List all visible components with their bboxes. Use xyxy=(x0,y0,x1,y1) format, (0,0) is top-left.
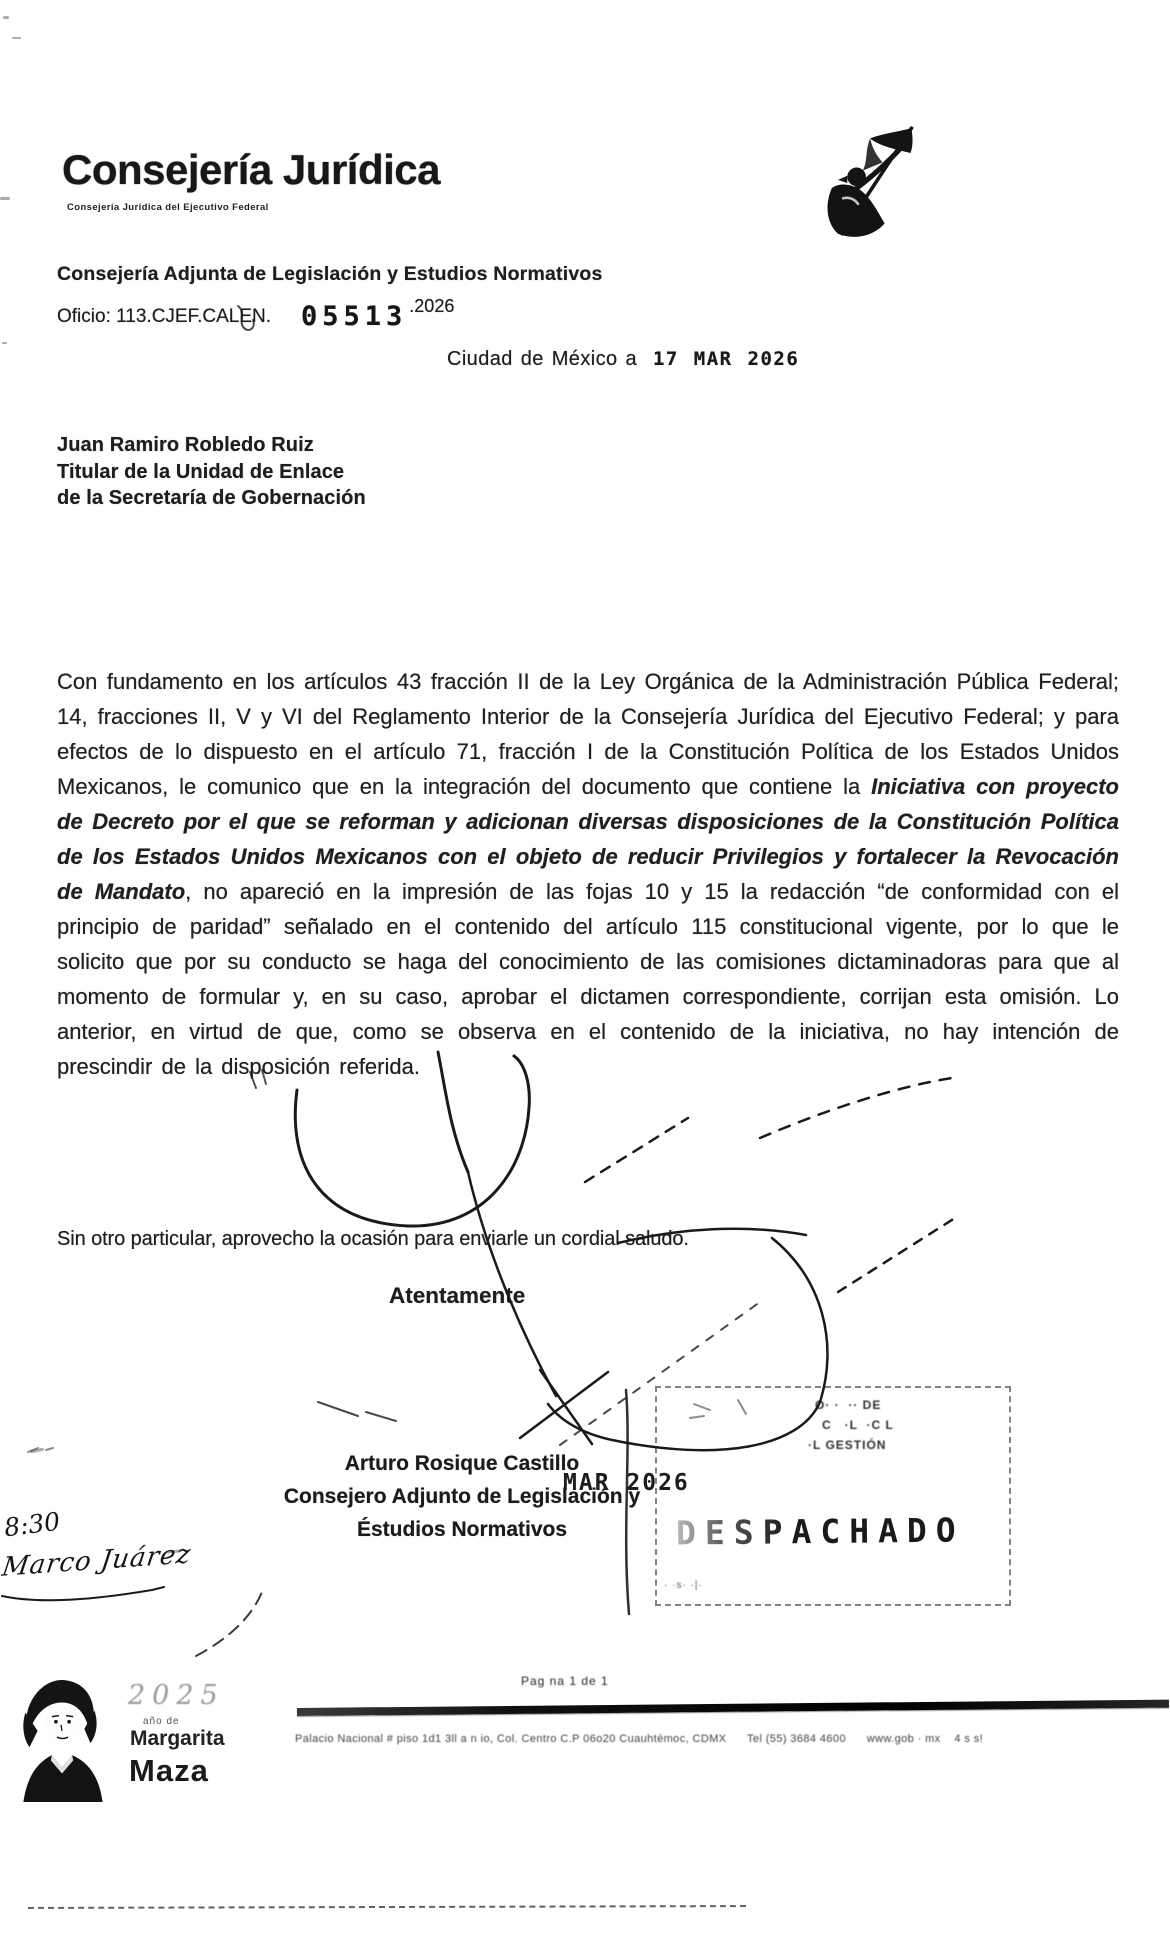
signatory-block xyxy=(262,1447,662,1546)
legend-name-last: Maza xyxy=(129,1753,209,1788)
body-text-end: , no apareció en la impresión de las fojas 10 y 15 la redacción “de conformidad con el principio de paridad” señalado en el contenido del artículo 115 constitucional vigente, por lo que le solicito que por su conducto se haga del conocimiento de las comisiones dictaminadoras para que al momento de formular y, en su caso, aprobar el dictamen correspondiente, corrijan esta omisión. Lo anterior, en virtud de que, como se observa en el contenido de la iniciativa, no hay intención de prescindir de la disposición referida. xyxy=(57,879,1119,1079)
date-line xyxy=(447,348,799,371)
footer-page-indicator: Pag na 1 de 1 xyxy=(521,1674,609,1688)
stamp-footnote: · ·s· ·|· xyxy=(664,1580,703,1591)
footer-rule xyxy=(297,1700,1169,1716)
scan-speck xyxy=(3,16,9,19)
oficio-year: .2026 xyxy=(409,296,455,316)
addressee-title: Titular de la Unidad de Enlace xyxy=(57,460,345,483)
stamp-office-line-3: ·L GESTIÓN xyxy=(808,1438,887,1452)
addressee-name: Juan Ramiro Robledo Ruiz xyxy=(57,434,314,456)
oficio-line xyxy=(57,296,455,332)
eagle-flag-emblem-icon xyxy=(810,124,926,240)
salutation: Atentamente xyxy=(389,1283,526,1308)
handwritten-time: 8:30 xyxy=(2,1506,62,1543)
legend-year-label: año de xyxy=(143,1716,180,1727)
margarita-maza-portrait-icon xyxy=(16,1672,108,1804)
stamp-office-line-2: C ·L ·C L xyxy=(822,1418,894,1432)
closing-line: Sin otro particular, aprovecho la ocasión para enviarle un cordial saludo. xyxy=(57,1228,689,1250)
legend-year-script: 2025 xyxy=(128,1680,225,1711)
oficio-number-stamp: 05513 xyxy=(301,301,408,332)
page-subtitle: Consejería Jurídica del Ejecutivo Federal xyxy=(67,202,269,213)
body-paragraph xyxy=(57,664,1119,1084)
handwritten-name: Marco Juárez xyxy=(0,1539,194,1583)
page-title: Consejería Jurídica xyxy=(62,146,440,193)
scan-speck xyxy=(0,197,10,200)
scan-speck xyxy=(12,37,21,39)
addressee-block xyxy=(57,432,366,512)
stamp-date: MAR 2026 xyxy=(563,1470,690,1496)
stamp-office-line-1: O· · ·· DE xyxy=(815,1398,882,1412)
signatory-name: Arturo Rosique Castillo xyxy=(344,1452,580,1475)
bottom-dashed-line xyxy=(28,1905,746,1909)
department-heading: Consejería Adjunta de Legislación y Estudios Normativos xyxy=(57,263,603,285)
body-text-start: Con fundamento en los artículos 43 fracción II de la Ley Orgánica de la Administración Pública Federal; 14, fracciones II, V y VI del Reglamento Interior de la Consejería Jurídica del Ejecutivo Federal; y para efectos de lo dispuesto en el artículo 71, fracción I de la Constitución Política de los Estados Unidos Mexicanos, le comunico que en la integración del documento que contiene la xyxy=(57,669,1119,799)
scan-speck xyxy=(2,342,7,344)
body-text-emphasis: Iniciativa con proyecto de Decreto por el que se reforman y adicionan diversas disposiciones de la Constitución Política de los Estados Unidos Mexicanos con el objeto de reducir Privilegios y fortalecer la Revocación de Mandato xyxy=(57,774,1119,904)
signatory-title-line2: Éstudios Normativos xyxy=(356,1518,568,1541)
despachado-stamp: DESPACHADO xyxy=(675,1510,965,1553)
oficio-label: Oficio: 113.CJEF.CALEN. xyxy=(57,306,272,327)
signatory-title-line1: Consejero Adjunto de Legislación y xyxy=(283,1485,641,1508)
scan-speck xyxy=(30,1448,44,1454)
footer-address: Palacio Nacional # piso 1d1 3ll a n io, Col. Centro C.P 06o20 Cuauhtémoc, CDMX Tel (55) 3684 4600 www.gob · mx 4 s s! xyxy=(295,1733,984,1745)
addressee-org: de la Secretaría de Gobernación xyxy=(57,487,366,509)
date-stamp: 17 MAR 2026 xyxy=(652,348,800,370)
legend-name-first: Margarita xyxy=(130,1727,225,1750)
date-prefix: Ciudad de México a xyxy=(447,348,637,370)
